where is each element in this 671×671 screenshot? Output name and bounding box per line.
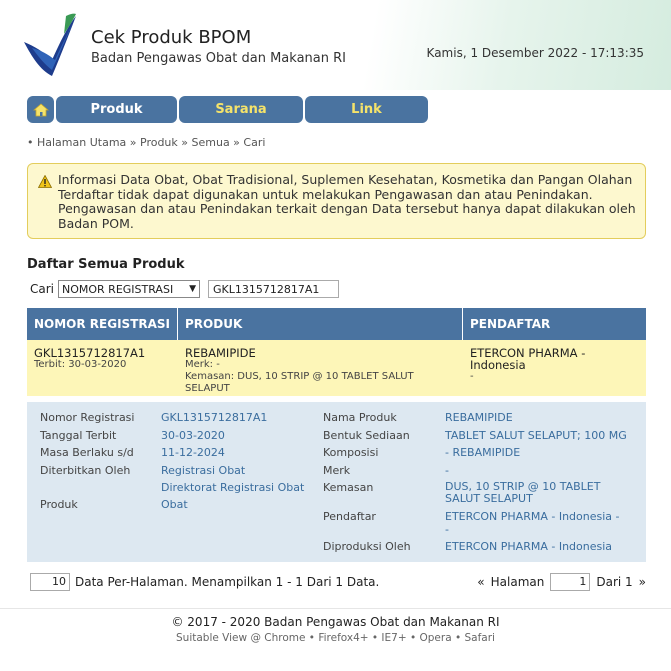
nav-home-button[interactable]	[27, 96, 54, 123]
halaman-label: Halaman	[490, 575, 545, 589]
search-field-select[interactable]	[58, 280, 200, 298]
detail-value: ETERCON PHARMA - Indonesia	[445, 540, 613, 553]
detail-value: ETERCON PHARMA - Indonesia -	[445, 510, 620, 523]
cell-registrasi	[27, 340, 178, 396]
next-page-button[interactable]: »	[638, 575, 646, 589]
detail-label: Komposisi	[323, 446, 379, 459]
site-title: Cek Produk BPOM	[91, 27, 252, 48]
detail-value: Obat	[161, 498, 188, 511]
detail-label: Merk	[323, 464, 351, 477]
detail-value-link[interactable]: Registrasi Obat	[161, 464, 246, 477]
detail-label: Produk	[40, 498, 78, 511]
product-merk: Merk: -	[185, 359, 220, 370]
per-page-input[interactable]: 10	[30, 573, 70, 591]
table-header	[27, 308, 646, 340]
column-header-registrasi: NOMOR REGISTRASI	[27, 308, 178, 340]
footer-copyright: © 2017 - 2020 Badan Pengawas Obat dan Makanan RI	[171, 615, 500, 629]
detail-value: -	[445, 523, 449, 536]
nav-item-link[interactable]: Link	[305, 96, 428, 123]
detail-label: Bentuk Sediaan	[323, 429, 410, 442]
chevron-down-icon: ▼	[189, 284, 196, 294]
footer-compat: Suitable View @ Chrome • Firefox4+ • IE7+ • Opera • Safari	[176, 632, 495, 644]
breadcrumb[interactable]: • Halaman Utama » Produk » Semua » Cari	[27, 136, 266, 149]
product-name: REBAMIPIDE	[185, 346, 256, 360]
home-icon	[33, 103, 49, 117]
notice-text: Informasi Data Obat, Obat Tradisional, Suplemen Kesehatan, Kosmetika dan Pangan Olahan Terdaftar tidak dapat digunakan untuk melakukan Pengawasan dan atau Penindakan. Pengawasan dan atau Penindakan terkait dengan Data tersebut hanya dapat dilakukan oleh Badan POM.	[58, 172, 636, 231]
site-subtitle: Badan Pengawas Obat dan Makanan RI	[91, 51, 346, 66]
terbit-date: Terbit: 30-03-2020	[34, 359, 127, 370]
detail-label: Diproduksi Oleh	[323, 540, 411, 553]
detail-value: DUS, 10 STRIP @ 10 TABLET SALUT SELAPUT	[445, 480, 601, 505]
column-header-pendaftar: PENDAFTAR	[470, 317, 551, 331]
detail-label: Diterbitkan Oleh	[40, 464, 131, 477]
detail-value: -	[445, 464, 449, 477]
table-row[interactable]	[27, 340, 646, 396]
prev-page-button[interactable]: «	[477, 575, 485, 589]
page-number-input[interactable]: 1	[550, 573, 590, 591]
detail-value-link[interactable]: GKL1315712817A1	[161, 411, 268, 424]
current-datetime: Kamis, 1 Desember 2022 - 17:13:35	[426, 46, 644, 60]
warning-icon	[38, 175, 52, 188]
pagination	[30, 573, 646, 593]
detail-value-link[interactable]: Direktorat Registrasi Obat	[161, 481, 305, 494]
search-label: Cari	[30, 282, 54, 296]
nav-item-produk[interactable]: Produk	[56, 96, 177, 123]
detail-label: Kemasan	[323, 481, 374, 494]
column-header-produk: PRODUK	[178, 308, 463, 340]
detail-label: Nama Produk	[323, 411, 397, 424]
site-header	[0, 0, 671, 90]
product-kemasan: Kemasan: DUS, 10 STRIP @ 10 TABLET SALUT SELAPUT	[185, 371, 414, 394]
reg-number: GKL1315712817A1	[34, 346, 146, 360]
detail-label: Tanggal Terbit	[40, 429, 117, 442]
cell-pendaftar	[463, 340, 646, 396]
pager-info: Data Per-Halaman. Menampilkan 1 - 1 Dari 1 Data.	[75, 575, 380, 589]
search-field-value: NOMOR REGISTRASI	[62, 282, 174, 296]
product-table	[27, 308, 646, 396]
search-row	[30, 280, 339, 298]
search-input[interactable]	[208, 280, 339, 298]
total-pages-label: Dari 1	[596, 575, 633, 589]
detail-value: 11-12-2024	[161, 446, 225, 459]
registrant-name: ETERCON PHARMA - Indonesia	[470, 346, 586, 372]
footer-divider	[0, 608, 671, 609]
pager-controls	[477, 573, 646, 591]
detail-value: TABLET SALUT SELAPUT; 100 MG	[445, 429, 627, 442]
detail-value: REBAMIPIDE	[445, 411, 513, 424]
detail-value: - REBAMIPIDE	[445, 446, 521, 459]
section-title: Daftar Semua Produk	[27, 257, 185, 272]
registrant-extra: -	[470, 371, 474, 382]
bpom-logo	[22, 12, 78, 78]
product-detail-panel	[27, 402, 646, 562]
detail-label: Masa Berlaku s/d	[40, 446, 134, 459]
cell-produk	[178, 340, 463, 396]
detail-label: Pendaftar	[323, 510, 376, 523]
detail-label: Nomor Registrasi	[40, 411, 135, 424]
notice-box	[27, 163, 646, 239]
detail-value: 30-03-2020	[161, 429, 225, 442]
nav-item-sarana[interactable]: Sarana	[179, 96, 303, 123]
main-nav	[27, 96, 428, 123]
